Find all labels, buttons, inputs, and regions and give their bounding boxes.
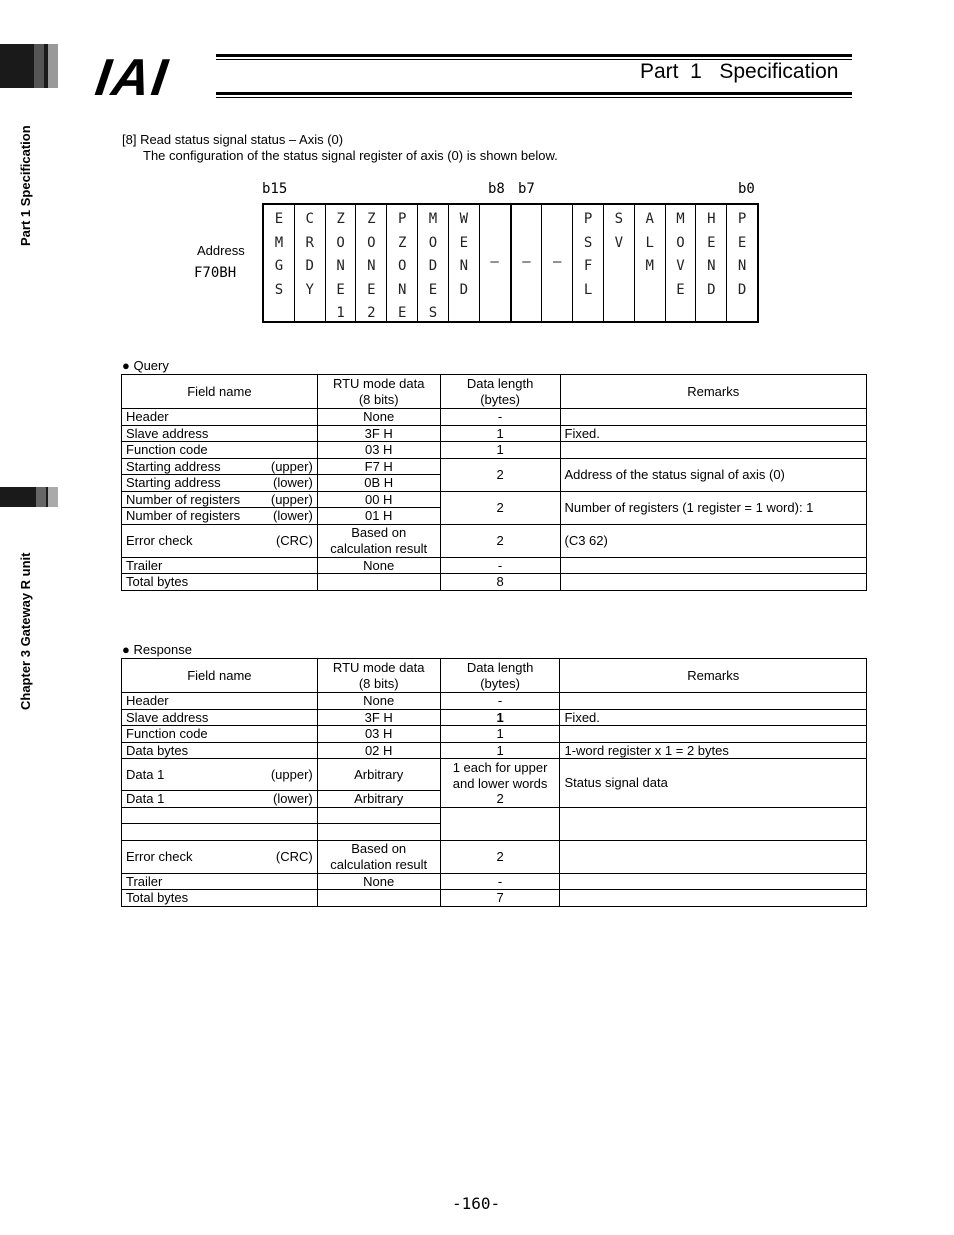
response-table — [121, 658, 867, 907]
cell-field: Function code — [122, 442, 318, 459]
bit-char: M — [676, 211, 685, 227]
side-tab-stripe-light — [48, 487, 58, 507]
cell-field — [122, 840, 318, 873]
cell-field — [122, 759, 318, 791]
cell-rtu: Based on calculation result — [317, 840, 440, 873]
query-table — [121, 374, 867, 591]
cell-field: Total bytes — [122, 574, 318, 591]
cell-field: Trailer — [122, 873, 318, 890]
cell-remarks — [560, 442, 867, 459]
cell-remarks: 1-word register x 1 = 2 bytes — [560, 742, 867, 759]
cell-field: Data bytes — [122, 742, 318, 759]
table-row — [122, 442, 867, 459]
cell-remarks — [560, 873, 867, 890]
cell-remarks: Fixed. — [560, 709, 867, 726]
cell-field — [122, 524, 318, 557]
bit-char: G — [274, 258, 284, 274]
bit-char: D — [428, 258, 438, 274]
bit-char: — — [553, 254, 562, 271]
field-qualifier: (CRC) — [275, 532, 313, 548]
cell-remarks: (C3 62) — [560, 524, 867, 557]
cell-rtu: 3F H — [317, 709, 440, 726]
bit-column — [635, 205, 666, 321]
bit-char: Z — [336, 211, 345, 227]
field-name: Number of registers — [126, 508, 241, 523]
field-qualifier: (lower) — [273, 791, 313, 806]
bit-char: E — [274, 211, 284, 227]
bit-char: P — [737, 211, 747, 227]
field-qualifier: (upper) — [270, 491, 313, 507]
cell-rtu: Arbitrary — [317, 759, 440, 791]
table-row-empty — [122, 807, 867, 824]
table-row — [122, 890, 867, 907]
cell-remarks: Fixed. — [560, 425, 867, 442]
table-row — [122, 524, 867, 557]
header-rule — [216, 92, 852, 95]
bit-label-b7: b7 — [518, 181, 535, 197]
cell-rtu — [317, 807, 440, 824]
cell-rtu — [317, 824, 440, 841]
bit-char: O — [676, 234, 685, 251]
bit-char: D — [459, 281, 468, 298]
bit-char: M — [645, 258, 654, 274]
cell-rtu: None — [317, 873, 440, 890]
cell-length: 1 — [440, 726, 560, 743]
bit-column — [512, 205, 543, 321]
address-value: F70BH — [194, 265, 237, 281]
bit-char: M — [428, 211, 438, 227]
bit-char: H — [707, 211, 716, 227]
bit-char: S — [274, 281, 284, 298]
header-tab-stripe — [34, 44, 44, 88]
bit-column — [604, 205, 635, 321]
col-header-remarks: Remarks — [560, 659, 867, 693]
col-header-remarks: Remarks — [560, 375, 867, 409]
query-label: ● Query — [122, 358, 169, 373]
cell-remarks — [560, 890, 867, 907]
cell-remarks: Address of the status signal of axis (0) — [560, 458, 867, 491]
cell-length: 2 — [440, 491, 560, 524]
side-tab-stripe — [36, 487, 46, 507]
bit-char: R — [305, 234, 314, 251]
cell-field: Trailer — [122, 557, 318, 574]
bit-char: S — [614, 211, 624, 227]
cell-length: 1 — [440, 425, 560, 442]
header-rule — [216, 54, 852, 57]
cell-field — [122, 475, 318, 492]
cell-rtu: None — [317, 409, 440, 426]
table-row — [122, 759, 867, 791]
cell-remarks — [560, 840, 867, 873]
bit-char: E — [459, 234, 468, 251]
col-header-rtu: RTU mode data (8 bits) — [317, 375, 440, 409]
bit-char: N — [367, 258, 376, 274]
bit-char: S — [428, 305, 438, 321]
cell-length: - — [440, 693, 560, 710]
cell-rtu — [317, 574, 440, 591]
field-qualifier: (CRC) — [275, 848, 313, 864]
part-title: Part 1 Specification — [640, 60, 839, 83]
table-row — [122, 709, 867, 726]
cell-rtu: 03 H — [317, 442, 440, 459]
cell-length: - — [440, 557, 560, 574]
bit-char: Z — [367, 211, 376, 227]
col-header-field: Field name — [122, 659, 318, 693]
field-name: Error check — [126, 848, 193, 864]
bit-char: L — [645, 234, 654, 251]
bit-char: Y — [305, 281, 314, 298]
bit-char: P — [397, 211, 407, 227]
bit-char: E — [676, 281, 685, 298]
col-header-length: Data length (bytes) — [440, 375, 560, 409]
col-header-field: Field name — [122, 375, 318, 409]
bit-char: 2 — [367, 305, 376, 321]
cell-length: 2 — [440, 840, 560, 873]
cell-rtu: None — [317, 557, 440, 574]
bit-char: A — [645, 211, 654, 227]
bit-char: N — [737, 258, 747, 274]
cell-remarks — [560, 409, 867, 426]
cell-remarks: Number of registers (1 register = 1 word): 1 — [560, 491, 867, 524]
section-heading: [8] Read status signal status – Axis (0) — [122, 132, 344, 147]
bit-column — [264, 205, 295, 321]
page-number: -160- — [452, 1194, 501, 1213]
iai-logo: IAI — [91, 49, 173, 107]
cell-rtu: 02 H — [317, 742, 440, 759]
bit-char: Z — [397, 234, 407, 251]
bit-char: — — [490, 254, 499, 271]
bit-column — [449, 205, 480, 321]
field-qualifier: (lower) — [273, 475, 313, 490]
cell-rtu — [317, 890, 440, 907]
table-row — [122, 574, 867, 591]
cell-length: - — [440, 409, 560, 426]
cell-length: 1 — [440, 442, 560, 459]
bit-label-b15: b15 — [262, 181, 288, 197]
cell-remarks — [560, 557, 867, 574]
bit-char: N — [459, 258, 468, 274]
cell-rtu: F7 H — [317, 458, 440, 475]
bit-char: E — [367, 281, 376, 298]
table-row — [122, 742, 867, 759]
bit-char: O — [428, 234, 438, 251]
bit-char: O — [367, 234, 376, 251]
cell-remarks — [560, 574, 867, 591]
bit-char: L — [583, 281, 593, 298]
section-description: The configuration of the status signal register of axis (0) is shown below. — [143, 148, 558, 163]
bit-column — [666, 205, 697, 321]
bit-char: — — [522, 254, 531, 271]
cell-field — [122, 824, 318, 841]
bit-column — [295, 205, 326, 321]
cell-length: 1 each for upper and lower words 2 — [440, 759, 560, 808]
col-header-rtu: RTU mode data (8 bits) — [317, 659, 440, 693]
cell-rtu: None — [317, 693, 440, 710]
cell-length: 1 — [440, 742, 560, 759]
cell-rtu: 03 H — [317, 726, 440, 743]
cell-length: - — [440, 873, 560, 890]
bit-char: E — [397, 305, 407, 321]
cell-length: 2 — [440, 524, 560, 557]
bit-column — [387, 205, 418, 321]
cell-rtu: 01 H — [317, 508, 440, 525]
bit-char: C — [305, 211, 314, 227]
side-chapter-label: Chapter 3 Gateway R unit — [18, 552, 33, 710]
address-label: Address — [197, 243, 245, 258]
table-header-row — [122, 375, 867, 409]
bit-char: E — [428, 281, 438, 298]
response-label: ● Response — [122, 642, 193, 657]
bit-column — [480, 205, 512, 321]
bit-char: V — [676, 258, 685, 274]
bit-char: D — [707, 281, 716, 298]
bit-column — [542, 205, 573, 321]
bit-char: S — [583, 234, 593, 251]
bit-column — [418, 205, 449, 321]
bit-char: E — [707, 234, 716, 251]
cell-length: 7 — [440, 890, 560, 907]
cell-length: 2 — [440, 458, 560, 491]
bit-label-b8: b8 — [488, 181, 505, 197]
cell-remarks: Status signal data — [560, 759, 867, 808]
cell-field — [122, 791, 318, 808]
side-part-label: Part 1 Specification — [18, 125, 33, 246]
bit-char: N — [707, 258, 716, 274]
bit-column — [573, 205, 604, 321]
cell-rtu: Arbitrary — [317, 791, 440, 808]
cell-remarks — [560, 693, 867, 710]
header-tab-stripe-light — [48, 44, 58, 88]
table-row — [122, 409, 867, 426]
bit-char: 1 — [336, 305, 345, 321]
col-header-length: Data length (bytes) — [440, 659, 560, 693]
cell-remarks — [560, 807, 867, 840]
cell-remarks — [560, 726, 867, 743]
cell-field: Header — [122, 693, 318, 710]
field-name: Data 1 — [126, 791, 165, 806]
cell-field — [122, 508, 318, 525]
field-name: Error check — [126, 532, 193, 548]
bit-char: E — [336, 281, 345, 298]
header-rule — [216, 97, 852, 98]
field-qualifier: (lower) — [273, 508, 313, 523]
cell-length: 1 — [440, 709, 560, 726]
bit-char: O — [397, 258, 407, 274]
table-row — [122, 458, 867, 475]
table-row — [122, 840, 867, 873]
cell-field: Function code — [122, 726, 318, 743]
field-qualifier: (upper) — [270, 766, 313, 782]
field-name: Number of registers — [126, 491, 241, 507]
cell-rtu: 00 H — [317, 491, 440, 508]
bit-char: V — [614, 234, 624, 251]
bit-char: D — [737, 281, 747, 298]
cell-rtu: 0B H — [317, 475, 440, 492]
cell-field — [122, 458, 318, 475]
bit-char: O — [336, 234, 345, 251]
cell-rtu: Based on calculation result — [317, 524, 440, 557]
cell-length — [440, 807, 560, 840]
table-row — [122, 425, 867, 442]
cell-field: Slave address — [122, 425, 318, 442]
bit-column — [727, 205, 757, 321]
bit-column — [356, 205, 387, 321]
bit-char: W — [459, 211, 468, 227]
bit-char: M — [274, 234, 284, 251]
bit-label-b0: b0 — [738, 181, 755, 197]
field-qualifier: (upper) — [270, 458, 313, 474]
cell-field — [122, 807, 318, 824]
table-row — [122, 491, 867, 508]
field-name: Starting address — [126, 475, 221, 490]
cell-field — [122, 491, 318, 508]
table-row — [122, 873, 867, 890]
bit-column — [696, 205, 727, 321]
bit-char: E — [737, 234, 747, 251]
cell-field: Header — [122, 409, 318, 426]
bit-char: D — [305, 258, 314, 274]
bit-char: P — [583, 211, 593, 227]
table-header-row — [122, 659, 867, 693]
cell-field: Total bytes — [122, 890, 318, 907]
status-register-diagram — [262, 203, 759, 323]
cell-rtu: 3F H — [317, 425, 440, 442]
cell-length: 8 — [440, 574, 560, 591]
table-row — [122, 726, 867, 743]
bit-char: F — [583, 258, 593, 274]
field-name: Starting address — [126, 458, 221, 474]
bit-char: N — [336, 258, 345, 274]
bit-char: N — [397, 281, 407, 298]
bit-column — [326, 205, 357, 321]
table-row — [122, 693, 867, 710]
field-name: Data 1 — [126, 766, 165, 782]
cell-field: Slave address — [122, 709, 318, 726]
table-row — [122, 557, 867, 574]
